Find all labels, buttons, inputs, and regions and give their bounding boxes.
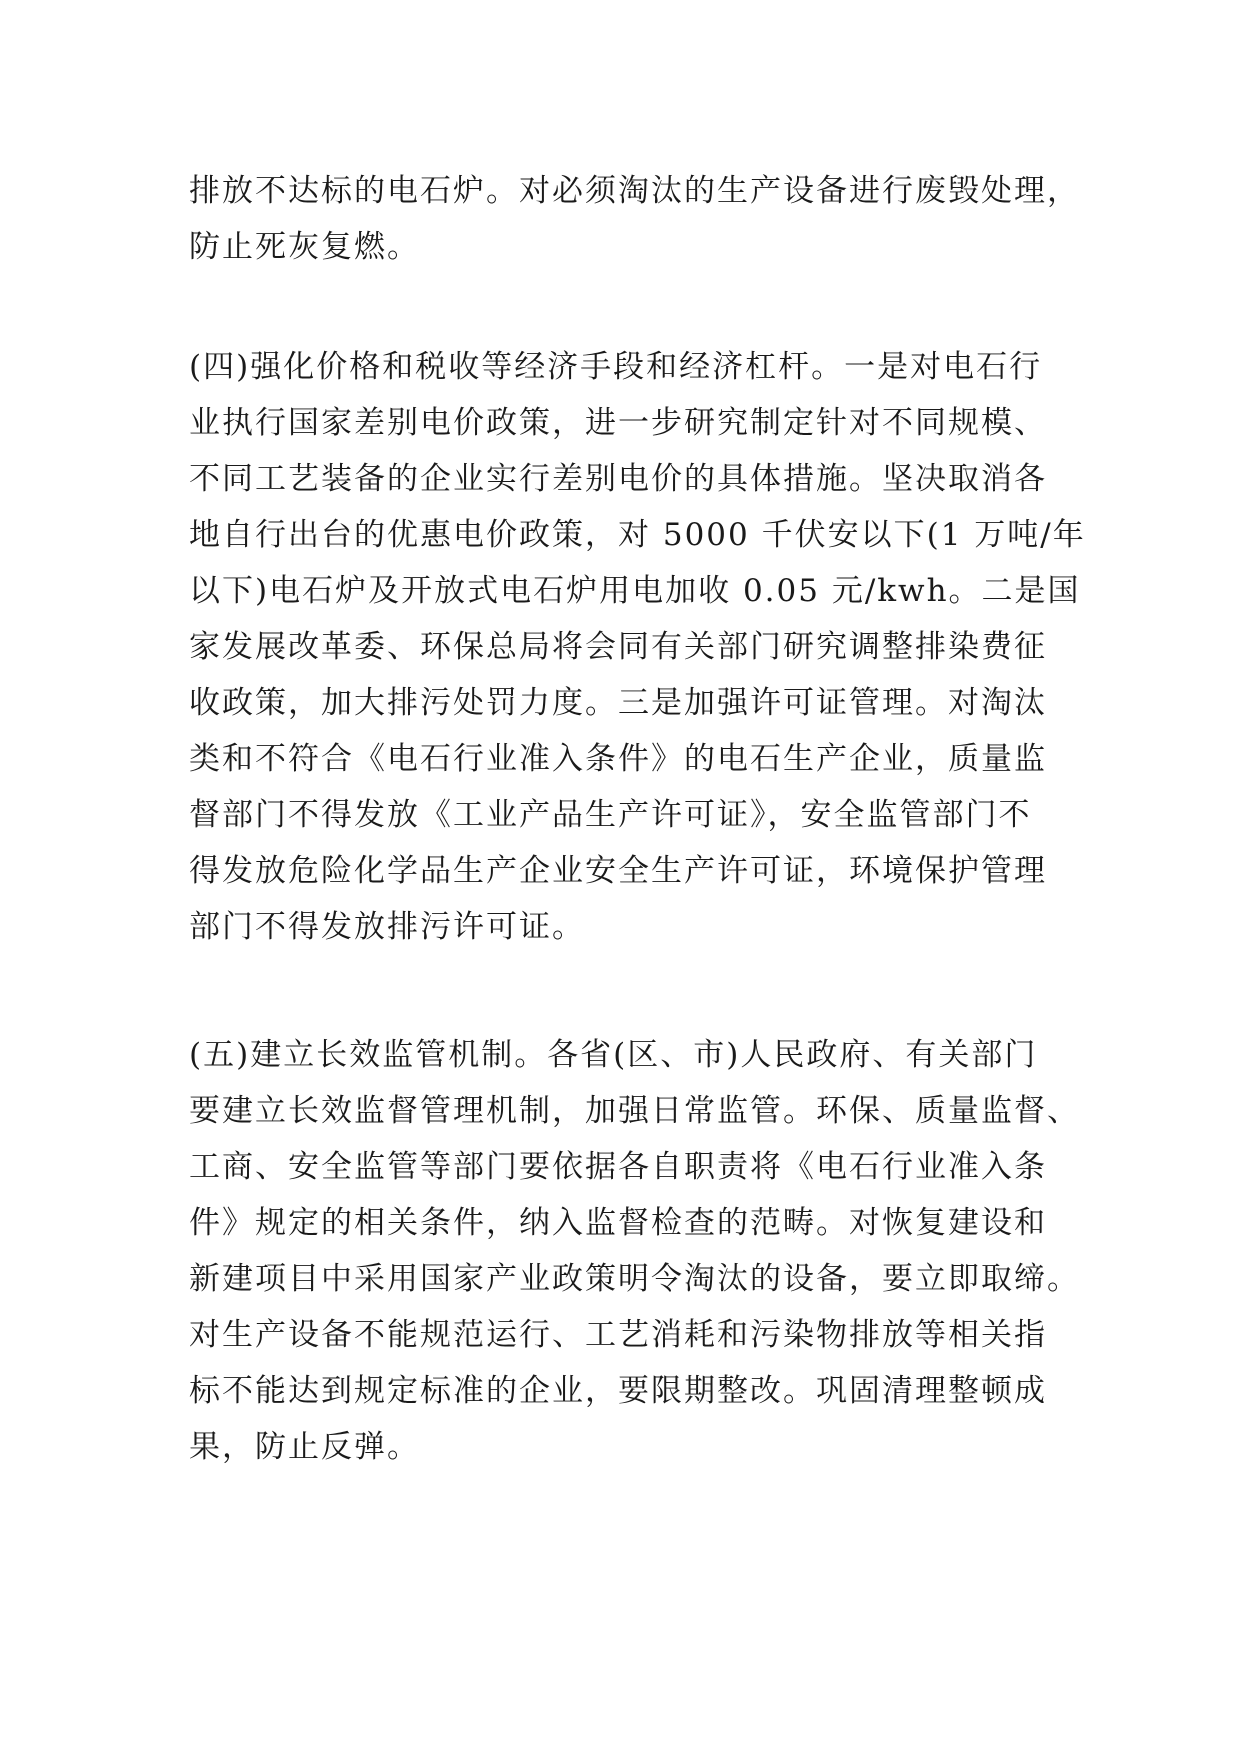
text-line: 地自行出台的优惠电价政策，对 5000 千伏安以下(1 万吨/年 xyxy=(189,517,1086,553)
text-line: 标不能达到规定标准的企业，要限期整改。巩固清理整顿成 xyxy=(189,1373,1047,1409)
text-line: (五)建立长效监管机制。各省(区、市)人民政府、有关部门 xyxy=(189,1037,1038,1073)
text-line: 类和不符合《电石行业准入条件》的电石生产企业，质量监 xyxy=(189,741,1047,777)
text-line: 督部门不得发放《工业产品生产许可证》，安全监管部门不 xyxy=(189,797,1032,833)
text-line: 工商、安全监管等部门要依据各自职责将《电石行业准入条 xyxy=(189,1149,1047,1185)
text-line: 业执行国家差别电价政策，进一步研究制定针对不同规模、 xyxy=(189,405,1047,441)
text-line: 以下)电石炉及开放式电石炉用电加收 0.05 元/kwh。二是国 xyxy=(189,573,1081,609)
text-line: 件》规定的相关条件，纳入监督检查的范畴。对恢复建设和 xyxy=(189,1205,1047,1241)
text-line: 果，防止反弹。 xyxy=(189,1429,420,1465)
text-line: 排放不达标的电石炉。对必须淘汰的生产设备进行废毁处理， xyxy=(189,173,1080,209)
text-line: 部门不得发放排污许可证。 xyxy=(189,909,585,945)
text-line: 家发展改革委、环保总局将会同有关部门研究调整排染费征 xyxy=(189,629,1047,665)
paragraph-section-four xyxy=(189,339,1086,955)
text-line: 得发放危险化学品生产企业安全生产许可证，环境保护管理 xyxy=(189,853,1047,889)
text-line: 对生产设备不能规范运行、工艺消耗和污染物排放等相关指 xyxy=(189,1317,1047,1353)
paragraph-section-five xyxy=(189,1027,1080,1475)
text-line: 要建立长效监督管理机制，加强日常监管。环保、质量监督、 xyxy=(189,1093,1080,1129)
text-line: 新建项目中采用国家产业政策明令淘汰的设备，要立即取缔。 xyxy=(189,1261,1080,1297)
text-line: 不同工艺装备的企业实行差别电价的具体措施。坚决取消各 xyxy=(189,461,1047,497)
text-line: 收政策，加大排污处罚力度。三是加强许可证管理。对淘汰 xyxy=(189,685,1047,721)
paragraph-continuation xyxy=(189,163,1080,275)
text-line: (四)强化价格和税收等经济手段和经济杠杆。一是对电石行 xyxy=(189,349,1043,385)
text-line: 防止死灰复燃。 xyxy=(189,229,420,265)
